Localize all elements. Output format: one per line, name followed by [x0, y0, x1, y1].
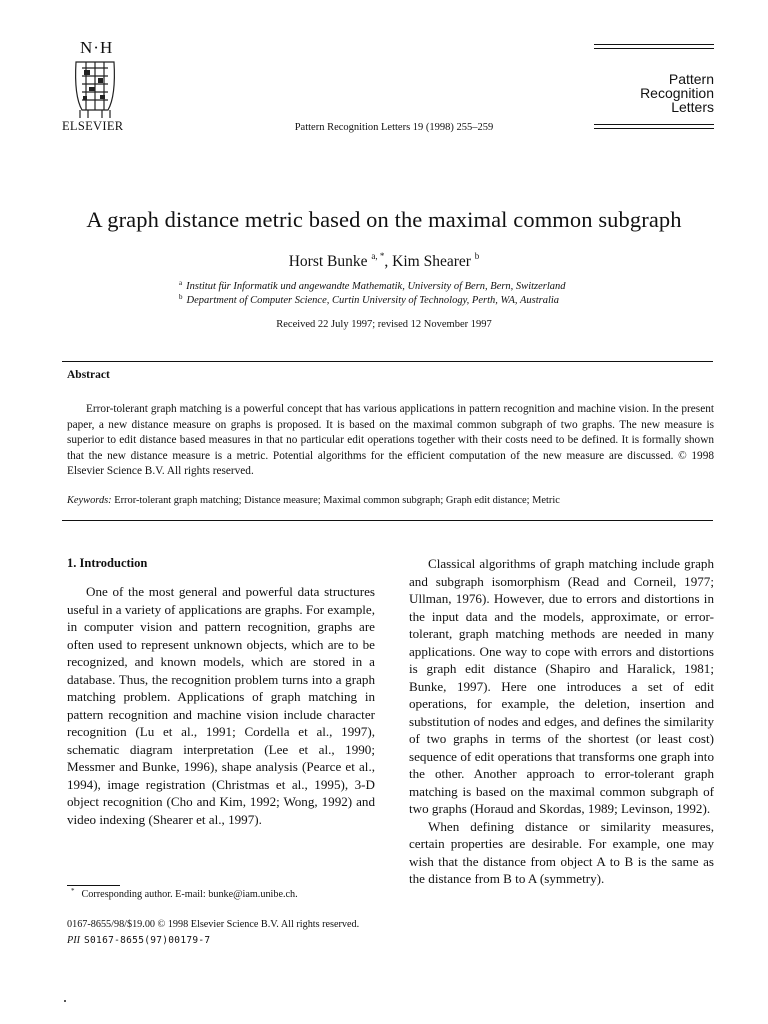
- journal-rule-top-2: [594, 48, 714, 49]
- affiliation-text: Institut für Informatik und angewandte Mathematik, University of Bern, Bern, Switzerland: [186, 281, 566, 292]
- affiliation-mark: a: [179, 279, 183, 287]
- abstract-text: Error-tolerant graph matching is a powerful concept that has various applications in pattern recognition and machine vision. In the present paper, a new distance measure on graphs is proposed. It is based on the maximal common subgraph of two graphs. The new measure is superior to edit distance based measures in that no particular edit operations together with their costs need to be defined. It is formally shown that the new distance measure is a metric. Potential algorithms for the efficient computation of the new measure are discussed. © 1998 Elsevier Science B.V. All rights reserved.: [67, 403, 714, 478]
- section-heading: 1. Introduction: [67, 556, 148, 570]
- author-name: Kim Shearer: [392, 253, 471, 270]
- body-paragraph: Classical algorithms of graph matching include graph and subgraph isomorphism (Read and Corneil, 1977; Ullman, 1976). However, due to errors and distortions in the input data and the models, approximate, or error-tolerant, graph matching methods are needed in many applications. One way to cope with errors and distortions is graph edit distance (Shapiro and Haralick, 1981; Bunke, 1997). Here one introduces a set of edit operations, for example, the deletion, insertion and substitution of nodes and edges, and defines the similarity of two graphs in terms of the shortest (or least cost) sequence of edit operations that transforms one graph into the other. Another approach to error-tolerant graph matching is based on the maximal common subgraph of two graphs (Horaud and Skordas, 1989; Levinson, 1992).: [409, 556, 714, 816]
- abstract-top-rule: [62, 361, 713, 362]
- keywords: [67, 495, 560, 506]
- footnote-mark: *: [71, 887, 75, 895]
- body-paragraph: One of the most general and powerful data structures useful in a variety of applications are graphs. For example, in computer vision and pattern recognition, graphs are often used to represent unknown objects, which are to be recognized, and known models, which are stored in a database. Thus, the recognition problem turns into a graph matching problem. Applications of graph matching in pattern recognition and machine vision include character recognition (Lu et al., 1991; Cordella et al., 1997), schematic diagram interpretation (Lee et al., 1990; Messmer and Bunke, 1996), shape analysis (Pearce et al., 1994), image registration (Christmas et al., 1995), 3-D object recognition (Cho and Kim, 1992; Wong, 1992) and video indexing (Shearer et al., 1997).: [67, 584, 375, 827]
- author-affiliation-mark: b: [474, 251, 480, 261]
- pii-code: S0167-8655(97)00179-7: [84, 935, 211, 946]
- copyright-line: 0167-8655/98/$19.00 © 1998 Elsevier Science B.V. All rights reserved.: [67, 919, 360, 930]
- journal-citation: Pattern Recognition Letters 19 (1998) 255–259: [294, 122, 494, 133]
- journal-name-line-2: Letters: [671, 99, 714, 115]
- footnote-rule: [67, 885, 120, 886]
- author-name: Horst Bunke: [288, 253, 368, 270]
- journal-rule-bottom-2: [594, 128, 714, 129]
- keywords-list: Error-tolerant graph matching; Distance measure; Maximal common subgraph; Graph edit distance; Metric: [114, 495, 560, 506]
- abstract-bottom-rule: [62, 520, 713, 521]
- author-list: [0, 251, 768, 271]
- affiliation-mark: b: [179, 293, 183, 301]
- publisher-logo-mark: N·H: [80, 38, 114, 57]
- right-column: [409, 555, 714, 888]
- affiliation: [179, 279, 566, 292]
- abstract-heading: Abstract: [67, 369, 110, 381]
- author-affiliation-mark: a, *: [371, 251, 385, 261]
- pii-label: PII: [67, 935, 81, 946]
- left-column: [67, 583, 375, 828]
- page-speck: [64, 1000, 66, 1002]
- footnote: [67, 887, 298, 900]
- keywords-label: Keywords:: [67, 495, 112, 506]
- affiliation-text: Department of Computer Science, Curtin University of Technology, Perth, WA, Australia: [186, 295, 560, 306]
- body-paragraph: When defining distance or similarity measures, certain properties are desirable. For example, one may wish that the distance from object A to B is the same as the distance from B to A (symmetry).: [409, 818, 714, 886]
- footnote-text: Corresponding author. E-mail: bunke@iam.unibe.ch.: [81, 889, 298, 900]
- paper-title: A graph distance metric based on the maximal common subgraph: [86, 207, 682, 232]
- affiliation: [179, 293, 559, 306]
- journal-rule-top: [594, 44, 714, 45]
- author-separator: ,: [384, 253, 393, 270]
- pii-line: [67, 935, 210, 946]
- journal-rule-bottom: [594, 124, 714, 125]
- received-dates: Received 22 July 1997; revised 12 November 1997: [276, 319, 492, 330]
- publisher-name: ELSEVIER: [62, 119, 124, 133]
- journal-name: [594, 72, 714, 114]
- journal-name-line-1: Pattern Recognition: [640, 71, 714, 101]
